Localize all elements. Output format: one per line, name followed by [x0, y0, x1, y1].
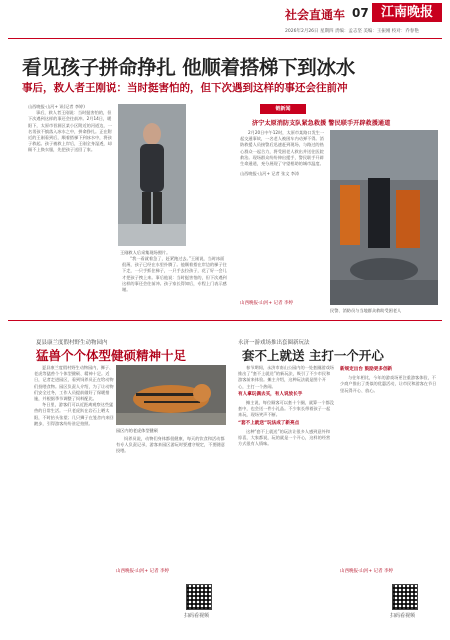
- story3-section-head-3: 新规定出台 鼓励更多创新: [340, 367, 393, 372]
- story2-photo-caption: 园区内的老虎体型健硕: [116, 428, 158, 433]
- rescue-photo-caption: 民警、消防员与当地群众救助受困老人: [330, 308, 402, 313]
- header-divider: [8, 38, 442, 39]
- right-body: 2月20日中午12时，太原市某路口发生一起交通事故，一名老人被困车内动弹不得。消防救援人员接警后迅速赶到现场，与路过的热心群众一起合力，将受困老人救出并送往医院救治。现场群众纷纷伸出援手，警民联手开辟生命通道，充分展现了守望相助的城市温度。: [240, 130, 325, 167]
- section-kicker: 社会直通车: [285, 8, 346, 22]
- section-divider: [8, 320, 442, 321]
- story2-kicker: 夏县康兰度假村野生动物园内: [36, 340, 108, 346]
- story3-body-c: 这种“套不上就送”的玩法让很多人感到意外和惊喜，大家都说，玩的就是一个开心，这样的经营方式很有人情味。: [238, 428, 331, 447]
- lead-body-left: 事后，救人者王刚说：当时挺害怕的，但下次遇到这样的事还会往前冲。2月14日，暖阳下，太原市晋源区某小区附近的河道边，一名男孩不慎落入冰水之中，拼命挣扎。正在附近的王刚看到后，顺着搭梯下到冰水中，将孩子救起。孩子被救上岸后，王刚全身湿透，却顾不上换衣服，先把孩子送回了家。: [28, 110, 112, 153]
- lead-body-mid: “我一看就着急了，赶紧跑过去。”王刚说，当时冰面很薄，孩子已经在水里扑腾了。他顺着搭在岸边的梯子往下走，一只手抓住梯子，一只手去拉孩子，花了好一会儿才把孩子拽上来。事后他说：当时挺害怕的，但下次遇到这样的事还会往前冲。孩子家长得知后，专程上门表示感谢。: [122, 256, 227, 293]
- newspaper-brand: 江南晚报: [372, 3, 442, 22]
- story2-column-a: [34, 365, 114, 621]
- date-line: 2026年2月26日 星期四 责编：孟志坚 美编：王振刚 校对：乔春艳: [285, 29, 419, 34]
- lead-photo: [118, 104, 186, 246]
- news-tag: 链新闻: [260, 104, 306, 114]
- story3-byline: 山西晚报·山河+ 记者 李婷: [340, 569, 394, 574]
- story2-body-b: 冬日里，游客们可以近距离观察这些猛兽的日常生活。一只老虎趴在岩石上晒太阳，不时抬头张望；几只狮子在笼舍内来回踱步，引得游客纷纷驻足拍照。: [34, 402, 114, 426]
- lead-byline: 山西晚报·山河+ 讯(记者 李婷): [28, 104, 85, 109]
- story3-qr-caption: 扫码看视频: [390, 613, 416, 619]
- story3-column-b: [340, 365, 438, 565]
- tiger-photo-illustration: [116, 365, 226, 425]
- story3-section-head-1: 有人拿玩偶去买，有人说放长手: [238, 391, 303, 397]
- story3-kicker: 永济一游戏场推出套圈新玩法: [238, 340, 310, 346]
- right-byline: 山西晚报·山河+ 记者 张文 李涛: [240, 171, 300, 177]
- story3-body-d: 与往年相比，今年的游戏场更注重游客体验，不少商户推出了类似的优惠活动，让市民和游客在节日里玩得开心、放心。: [340, 375, 437, 393]
- right-column-text: [240, 130, 326, 290]
- rescue-photo-illustration: [330, 130, 438, 305]
- story3-qr-code[interactable]: [392, 584, 418, 610]
- story2-photo: [116, 365, 226, 425]
- story3-section-head-2: “套不上就送”玩法成了新亮点: [238, 420, 300, 426]
- lead-photo-caption: 王刚救人后采集现场照片。: [120, 250, 171, 255]
- rescue-photo: [330, 130, 438, 305]
- story2-headline: 猛兽个个体型健硕精神十足: [36, 348, 187, 363]
- right-headline: 济宁太原消防支队紧急救援 警民联手开辟救援通道: [252, 120, 391, 127]
- story2-body-a: 夏县康兰度假村野生动物园内，狮子、老虎等猛兽个个体型健硕、精神十足。近日，记者走进园区，看到饲养员正在给动物们投喂食物。园区负责人介绍，为了让动物们安全过冬，工作人员提前做好了保暖措施，并根据季节调整了饲料配比。: [34, 365, 114, 402]
- lead-column-mid: [122, 256, 228, 306]
- lead-sub-byline: 山西晚报·山河+ 记者 李婷: [240, 301, 294, 306]
- story2-byline: 山西晚报·山河+ 记者 李婷: [116, 569, 170, 574]
- story3-body-a: 春节期间，永济市南山公园内的一处套圈游戏场推出了“套不上就送”的新玩法，吸引了不少市民和游客前来体验。摊主介绍，这种玩法就是图个开心，主打一个热闹。: [238, 365, 334, 389]
- story2-body-c: 饲养员说，动物们身体都很健康，每天的饮食和活动都有专人负责记录，游客来园区游玩时要遵守规定，不要随意投喂。: [116, 436, 225, 454]
- story2-qr-code[interactable]: [186, 584, 212, 610]
- lead-headline: 看见孩子拼命挣扎 他顺着搭梯下到冰水: [22, 56, 355, 79]
- lead-subheadline: 事后，救人者王刚说：当时挺害怕的，但下次遇到这样的事还会往前冲: [22, 82, 348, 94]
- story3-headline: 套不上就送 主打一个开心: [242, 348, 384, 363]
- lead-column-left: [28, 104, 114, 292]
- story2-qr-caption: 扫码看视频: [184, 613, 210, 619]
- man-photo-illustration: [118, 104, 186, 246]
- page-number: 07: [352, 6, 369, 20]
- story3-body-b: 摊主说，每位顾客可以套十个圈，就算一个都没套中，也会送一件小礼品。不少家长带着孩子一起来玩，现场笑声不断。: [238, 400, 334, 418]
- story3-column-a: [238, 365, 334, 621]
- story2-column-b: [116, 436, 226, 566]
